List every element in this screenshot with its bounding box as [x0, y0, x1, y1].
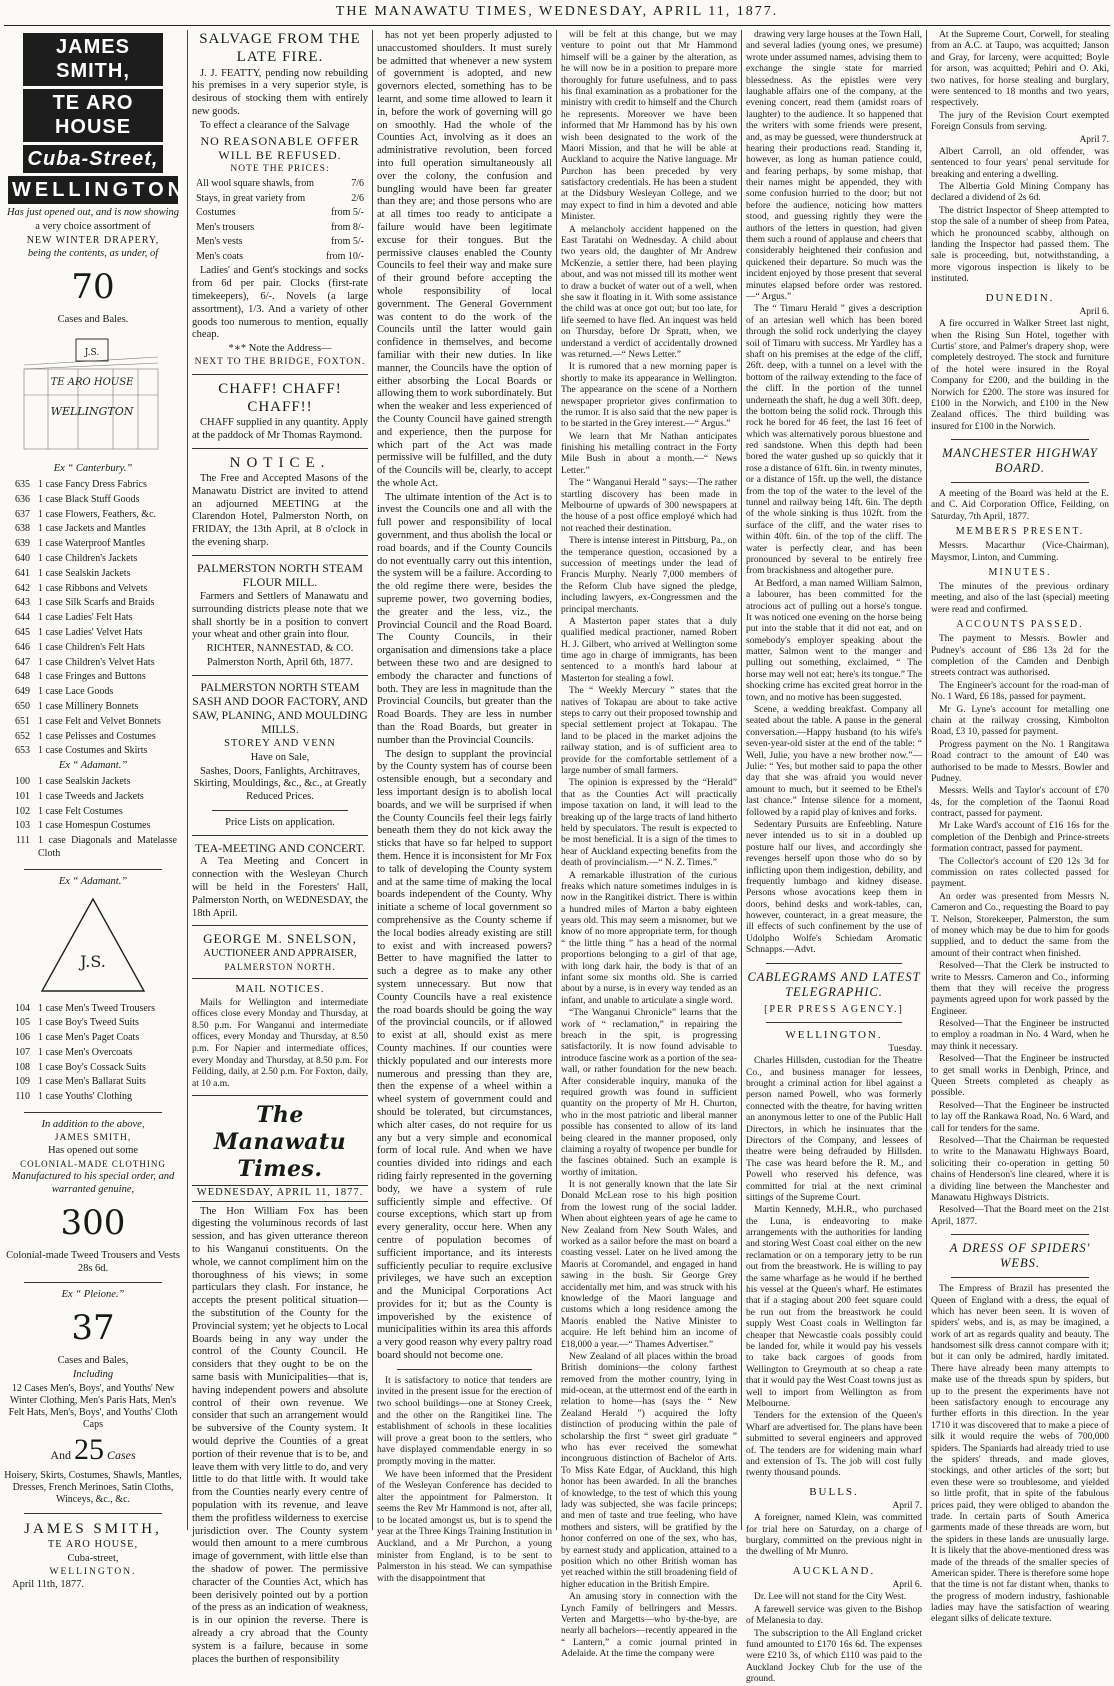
news-paragraph: Progress payment on the No. 1 Rangitawa Road contract to the amount of £40 was authorised to be made to Messrs. Bowler and Pudney.: [931, 739, 1109, 784]
stock-row: [6, 583, 164, 596]
stock-row: [6, 479, 164, 492]
stock-row: [6, 806, 180, 819]
stock-row: [6, 686, 164, 699]
news-paragraph: We learn that Mr Nathan anticipates finishing his metalling contract in the Forty Mile Bush in about a month.—“ News Letter.”: [561, 431, 737, 476]
news-paragraph: The “ Weekly Mercury ” states that the natives of Tokapau are about to take active steps to carry out their proposed township and special settlement project at Tokapau. The land to be placed in the market adjoins the railway station, and is of sufficient area to provide for the comfortable settlement of a large number of small farmers.: [561, 686, 737, 776]
stock-number: 107: [15, 1046, 30, 1058]
salvage-more: Ladies' and Gent's stockings and socks from 6d per pair. Clocks (first-rate timekeepers), 6/-. Novels (a large assortment), 1/3. And a variety of other goods too numerous to mention, equally cheap.: [192, 265, 368, 341]
salvage-clearance: To effect a clearance of the Salvage: [200, 119, 350, 131]
stock-row: [6, 642, 164, 655]
news-paragraph: Charles Hillsden, custodian for the Theatre Co., and business manager for lessees, brought a criminal action for libel against a person named Powell, who was formerly connected with the theatre, for having written an anonymous letter to one of the Public Hall Directors, in which he insinuates that the Directors of the Company, and lessees of theatre were being defrauded by Hillsden. The case was heard before the R. M., and Powell who reserved his defence, was committed for trial at the next criminal sittings of the Supreme Court.: [746, 1056, 922, 1203]
ad-intro: being the contents, as under, of: [27, 248, 159, 260]
news-paragraph: Mr G. Lyne's account for metalling one chain at the railway crossing, Kimbolton Road, £3 10, passed for payment.: [931, 704, 1109, 738]
news-paragraph: It is satisfactory to notice that tenders are invited in the present issue for the erection of two school buildings—one at Stoney Creek, and the other on the Rangitikei line. The establishment of schools in these localities will prove a great boon to the settlers, who have displayed commendable energy in so promptly moving in the matter.: [377, 1375, 552, 1467]
dateline-day: April 6.: [1079, 306, 1109, 317]
stock-number: 636: [15, 493, 30, 505]
mail-heading: MAIL NOTICES.: [235, 983, 325, 995]
stock-row: [6, 538, 164, 551]
stock-number: 653: [15, 745, 30, 757]
news-paragraph: Resolved—That the Engineer be instructed to lay off the Rankawa Road, No. 6 Ward, and call for tenders for the same.: [931, 1100, 1109, 1134]
stock-row: [6, 494, 164, 507]
stock-number: 110: [15, 1091, 30, 1103]
ad-count-label: Cases and Bales.: [57, 314, 129, 326]
ad-banner-name: JAMES SMITH,: [23, 33, 163, 86]
stock-row: [6, 716, 164, 729]
column-rule: [372, 30, 373, 1530]
price-item: Men's coats: [196, 250, 244, 262]
stock-row: [6, 1032, 158, 1045]
stock-item: 1 case Pelisses and Costumes: [38, 730, 156, 742]
stock-item: 1 case Silk Scarfs and Braids: [38, 597, 155, 609]
address-note: *∗* Note the Address—: [228, 343, 332, 355]
stock-row: [6, 509, 164, 522]
stock-number: 645: [15, 626, 30, 638]
stock-item: 1 case Men's Overcoats: [38, 1046, 133, 1058]
snelson-place: PALMERSTON NORTH.: [224, 961, 336, 972]
column-rule: [556, 30, 557, 1530]
divider: [192, 555, 368, 556]
stock-row: [6, 612, 164, 625]
ad-count: 70: [71, 266, 115, 307]
ad-banner-house: TE ARO HOUSE: [23, 89, 163, 142]
ad-banner-city: WELLINGTON: [8, 176, 178, 204]
news-paragraph: drawing very large houses at the Town Hall, and several ladies (young ones, we presume) wrote under assumed names, advising them to exchange the single state for married blessedness. As the epistles were very laughable affairs one of the company, at the evening concert, read them (amidst roars of laughter) to the audience. It so happened that the writers with some friends were present, and, as may be guessed, were thunderstruck at hearing their productions read. Standing it, however, as long as human patience could, and fearing perhaps, by some mishap, that their names might be appended, they with some confusion hurried to the door; but not before the audience, noticing how matters stood, and guessing rightly they were the authors of the letters in question, had given them such a round of applause and cheers that considerably heightened their confusion and quickened their departure. So much was the incident enjoyed by those present that several minutes elapsed before order was restored.—“ Argus.”: [746, 30, 922, 302]
stock-number: 643: [15, 597, 30, 609]
ad-sign-house: TE ARO HOUSE,: [47, 1538, 139, 1550]
mark-text: J.S.: [80, 951, 106, 971]
price-item: Costumes: [196, 207, 236, 219]
news-paragraph: There is intense interest in Pittsburg, Pa., on the temperance question, occasioned by a succession of meetings under the lead of Francis Murphy. Nearly 7,000 members of the Reform Club have signed the pledge, including lawyers, ex-Congressmen and the principal merchants.: [561, 536, 737, 615]
accounts-heading: ACCOUNTS PASSED.: [956, 619, 1084, 631]
stock-row: [6, 776, 180, 789]
news-paragraph: Albert Carroll, an old offender, was sentenced to four years' penal servitude for breaking and entering a dwelling.: [931, 146, 1109, 180]
dateline-day: April 7.: [892, 1500, 922, 1511]
stock-item: 1 case Jackets and Mantles: [38, 523, 146, 535]
column-4: [561, 30, 737, 1660]
stock-number: 648: [15, 671, 30, 683]
stock-number: 106: [15, 1032, 30, 1044]
divider: [192, 1095, 368, 1096]
stock-item: 1 case Men's Ballarat Suits: [38, 1076, 146, 1088]
stock-item: 1 case Felt Costumes: [38, 805, 123, 817]
sash-lists: Price Lists on application.: [225, 816, 335, 828]
ad-ship-adamant: Ex “ Adamant.”: [58, 760, 128, 772]
price-row: [194, 178, 366, 191]
stock-number: 105: [15, 1017, 30, 1029]
news-paragraph: New Zealand of all places within the broad British dominions—the colony farthest removed from the mother country, lying in mid-ocean, at the uttermost end of the earth in relation to home—has (says the “ New Zealand Herald ”) acquired the lofty distinction of producing within the pale of scholarship the first “ sweet girl graduate ” who has ever received the somewhat incongruous distinction of Bachelor of Arts. To Miss Kate Edgar, of Auckland, this high honor has been awarded. In all the branches of knowledge, to the test of which this young lady was subjected, she was facile princeps; and men of taste and true feeling, who have mothers and sisters, will be gratified by the honor conferred on one of the sex, who has, by earnest study and application, attained to a position which no other British woman has yet reached within the still broadening field of higher education in the British Empire.: [561, 1351, 737, 1590]
stock-row: [6, 701, 164, 714]
ad-banner-street: Cuba-Street,: [23, 145, 163, 173]
stock-item: 1 case Costumes and Skirts: [38, 745, 148, 757]
salvage-heading: SALVAGE FROM THE LATE FIRE.: [199, 31, 361, 66]
news-paragraph: The jury of the Revision Court exempted Foreign Consuls from serving.: [931, 110, 1109, 133]
stock-item: 1 case Felt and Velvet Bonnets: [38, 715, 161, 727]
stock-number: 644: [15, 612, 30, 624]
ad-count-2: 300: [60, 1202, 126, 1243]
price-row: [194, 236, 366, 249]
divider: [24, 869, 162, 870]
dateline-auckland: AUCKLAND.: [792, 1564, 876, 1577]
house-sketch-image: [18, 335, 168, 455]
divider: [397, 1369, 532, 1370]
news-paragraph: Mr Lake Ward's account of £16 16s for the completion of the Denbigh and Prince-streets formation contract, passed for payment.: [931, 821, 1109, 855]
divider: [951, 439, 1089, 440]
news-paragraph: A fire occurred in Walker Street last night, when the Rising Sun Hotel, together with Curtis' store, and Palmer's drapery shop, were completely destroyed. The stock and furniture of the hotel were insured in the Royal Company for £200, and the building in the Norwich for £200. The store was insured for £100 in the Norwich, and £100 in the New Zealand offices. The third building was insured for £100 in the Norwich.: [931, 319, 1109, 432]
ad-ship-adamant-2: Ex “ Adamant.”: [58, 875, 128, 887]
sash-heading: PALMERSTON NORTH STEAM SASH AND DOOR FACTORY, AND SAW, PLANING, AND MOULDING MILLS.: [192, 681, 368, 736]
column-1-advertisement: [4, 30, 187, 1591]
divider: [192, 374, 368, 375]
stock-item: 1 case Men's Paget Coats: [38, 1032, 140, 1044]
news-paragraph: Sedentary Pursuits are Enfeebling. Nature never intended us to sit in a doubled up posture half our lives, and accordingly she revenges herself upon those who do so by inflicting upon them indigestion, debility, and frequently lumbago and kidney disease. Persons whose avocations keep them in doors, behind desks and work-tables, can, however, counteract, in a great measure, the ill effects of such confinement by the use of Udolpho Wolfe's Schiedam Aromatic Schnapps.—Advt.: [746, 819, 922, 956]
stock-number: 647: [15, 656, 30, 668]
salvage-body: J. J. FEATTY, pending now rebuilding his premises in a very superior style, is desirous of stocking them with entirely new goods.: [192, 67, 368, 117]
stock-number: 652: [15, 730, 30, 742]
news-paragraph: Resolved—That the Engineer be instructed to get small works in Denbigh, Prince, and Queen Streets completed as cheaply as possible.: [931, 1054, 1109, 1099]
ad-cases: Cases: [107, 1448, 136, 1463]
newspaper-date: WEDNESDAY, APRIL 11, 1877.: [192, 1185, 368, 1202]
ad-addition: In addition to the above,: [41, 1119, 145, 1131]
tea-heading: TEA-MEETING AND CONCERT.: [194, 840, 366, 855]
dateline-bulls: BULLS.: [809, 1485, 859, 1498]
sash-sale: Have on Sale,: [250, 751, 310, 763]
price-item: Men's trousers: [196, 221, 255, 233]
stock-row: [6, 1003, 158, 1016]
stock-item: 1 case Fringes and Buttons: [38, 671, 146, 683]
stock-item: 1 case Ladies' Velvet Hats: [38, 626, 143, 638]
svg-text:J.S.: J.S.: [84, 348, 100, 359]
news-paragraph: Resolved—That the Clerk be instructed to write to Messrs. Cameron and Co., informing them that they will receive the progress payments agreed upon for work passed by the Engineer.: [931, 961, 1109, 1017]
stock-item: 1 case Children's Jackets: [38, 552, 138, 564]
divider: [192, 675, 368, 676]
stock-number: 646: [15, 641, 30, 653]
news-paragraph: An amusing story in connection with the Lynch Family of bellringers and Messrs. Verten and Margetts—who by-the-bye, are nearly all bachelors—recently appeared in the “ Lantern,” a comic journal printed in Adelaide. At the time the company were: [561, 1592, 737, 1660]
news-paragraph: At the Supreme Court, Corwell, for stealing from an A.C. at Taupo, was acquitted; Janson and Gray, for larceny, were acquitted; Boyle for arson, was acquitted; Pehiri and O. Aki, two natives, for horse stealing and burglary, were sentenced to 18 months and two years, respectively.: [931, 30, 1109, 109]
news-paragraph: We have been informed that the President of the Wesleyan Conference has decided to alter the appointment for Palmerston. It seems the Rev Mr Hammond is not, after all, to be located amongst us, but is to spend the year at the Three Kings Training Institution in Auckland, and a Mr Purchon, a young minister from England, is to be sent to Palmerston in his stead. We can sympathise with the disappointment that: [377, 1469, 552, 1584]
stock-row: [6, 791, 180, 804]
stock-number: 639: [15, 538, 30, 550]
news-paragraph: “The Wanganui Chronicle” learns that the work of “ reclamation,” in repairing the breach in the spit, is progressing satisfactorily. It is now found advisable to introduce fascine work as a portion of the sea-wall, or rather foundation for the new beach. After considerable inquiry, manuka of the required growth was found in sufficient quantity on the property of Mr H. Churton, who in the most patriotic and liberal manner possible has consented to allow of its land being cleared in the manner proposed, only claiming a royalty of twopence per bundle for the fascines obtained. Such an example is worthy of imitation.: [561, 1008, 737, 1178]
divider: [951, 482, 1089, 483]
ad-sign-city: WELLINGTON.: [49, 1566, 137, 1577]
tea-body: A Tea Meeting and Concert in connection with the Wesleyan Church will be held in the Foresters' Hall, Palmerston North, on WEDNESDAY, the 18th April.: [192, 856, 368, 919]
price-row: [194, 251, 366, 264]
prices-heading: NOTE THE PRICES:: [230, 163, 330, 174]
stock-item: 1 case Black Stuff Goods: [38, 493, 140, 505]
masthead: THE MANAWATU TIMES, WEDNESDAY, APRIL 11, 1877.: [335, 4, 779, 19]
divider: [192, 925, 368, 926]
flour-body: Farmers and Settlers of Manawatu and surrounding districts please note that we shall shortly be in a position to convert your wheat and other grain into flour.: [192, 591, 368, 641]
ad-including: Including: [72, 1368, 114, 1380]
stock-row: [6, 835, 180, 861]
cablegrams-heading: CABLEGRAMS AND LATEST TELEGRAPHIC.: [747, 969, 921, 999]
price-value: from 8/-: [330, 221, 364, 233]
news-paragraph: The “ Timaru Herald ” gives a description of an artesian well which has been bored through the solid rock underlying the clayey soil of Timaru with success. Mr Yardley has a shaft on his premises at the edge of the cliff, 26ft. deep, with a tunnel on a level with the bottom of the railway extending to the face of the cliff. In the portion of the tunnel underneath the shaft, he dug a well 30ft. deep, the bottom being the solid rock. Through this rock he bored for 46 feet, the last 16 feet of which was alternatively porous bluestone and red sandstone. When this depth had been bored the water gushed up so quickly that it rose a distance of 61ft. 6in. in twenty minutes, or a distance of 15ft. up the well, the distance from the top of the water to the level of the tunnel and railway being 14ft. 6in. The depth of the whole sinking is thus 102ft. from the surface of the cliff, and the water rises to within 40ft. 6in. of the top of the cliff. The water is perfectly clear, and has been pronounced by several to be entirely free from brackishness and altogether pure.: [746, 304, 922, 577]
chaff-heading: CHAFF! CHAFF! CHAFF!!: [218, 380, 342, 415]
dateline-day: April 7.: [1079, 134, 1109, 145]
newspaper-title: The Manawatu Times.: [213, 1102, 347, 1183]
stock-number: 640: [15, 552, 30, 564]
news-paragraph: Dr. Lee will not stand for the City West.: [754, 1592, 907, 1603]
news-paragraph: The opinion is expressed by the “Herald” that as the Counties Act will practically impose taxation on land, it will lead to the breaking up of the large tracts of land hitherto held by speculators. The result is expected to be most beneficial. It is a sign of the times to hear of Auckland expecting benefits from the death of provincialism.—“ N. Z. Times.”: [561, 778, 737, 869]
no-offer-refused: NO REASONABLE OFFER WILL BE REFUSED.: [200, 133, 360, 163]
stock-number: 104: [15, 1002, 30, 1014]
stock-number: 102: [15, 805, 30, 817]
news-paragraph: Resolved—That the Board meet on the 21st April, 1877.: [931, 1205, 1109, 1227]
divider: [951, 1277, 1089, 1278]
news-paragraph: The Collector's account of £20 12s 3d for commission on rates collected passed for payment.: [931, 856, 1109, 890]
stock-number: 101: [15, 790, 30, 802]
dateline-wellington: WELLINGTON.: [785, 1028, 883, 1041]
divider: [212, 810, 348, 811]
divider: [24, 1112, 162, 1113]
stock-item: 1 case Millinery Bonnets: [38, 700, 139, 712]
stock-item: 1 case Ladies' Felt Hats: [38, 612, 133, 624]
sash-body: Sashes, Doors, Fanlights, Architraves, Skirting, Mouldings, &c., &c., at Greatly Reduced Prices.: [193, 765, 367, 803]
stock-row: [6, 1091, 158, 1104]
press-agency: [PER PRESS AGENCY.]: [764, 1003, 904, 1015]
stock-item: 1 case Homespun Costumes: [38, 820, 151, 832]
ad-intro: a very choice assortment of: [35, 221, 151, 233]
stock-number: 100: [15, 775, 30, 787]
ad-ship-pleione: Ex “ Pleione.”: [61, 1288, 125, 1300]
stock-row: [6, 731, 164, 744]
price-row: [194, 222, 366, 235]
stock-item: 1 case Children's Velvet Hats: [38, 656, 155, 668]
stock-number: 637: [15, 508, 30, 520]
stock-item: 1 case Sealskin Jackets: [38, 775, 131, 787]
notice-body: The Free and Accepted Masons of the Manawatu District are invited to attend an adjourned MEETING at the Clarendon Hotel, Palmerston North, on FRIDAY, the 13th April, at 8 o'clock in the evening sharp.: [192, 473, 368, 549]
stock-list-b: [4, 774, 182, 863]
stock-row: [6, 745, 164, 758]
stock-item: 1 case Children's Felt Hats: [38, 641, 145, 653]
sash-firm: STOREY AND VENN: [224, 737, 336, 749]
news-paragraph: The payment to Messrs. Bowler and Pudney's account of £86 13s 2d for the completion of the Camden and Denbigh streets contract was authorised.: [931, 634, 1109, 679]
ad-count-4: 25: [74, 1433, 104, 1467]
leader-continued: The design to supplant the provincial by the County system has of course been ostensible enough, but a secondary and less important design is to abolish local boards, and we will be surprised if when the County Councils feel their legs fairly beneath them they do not kick away the sticks that have so far helped to support them. Hence it is inconsistent for Mr Fox to talk of developing the County system and at the same time of making the local boards independent of the County. Why initiate a scheme of local government so comprehensive as the County scheme if the local bodies already existing are still to exist and with increased powers? Better to have magnified the latter to such a degree as to make any other system unnecessary. But now that County Councils have a real existence the road boards should be going the way of the provincial councils, or if allowed to exist at all, should exist as mere County machines. If our counties were thickly populated and our interests more numerous and pressing than they are, then the expense of a wheel within a wheel system of government could and should be tolerated, but circumstances, which alter cases, do not require for us any but a very simple and economical form of local rule. And when we have counties divided into ridings and each riding fairly represented in the governing body, we have a system of rule sufficiently simple and effective. Of course exceptions, which start up from every generality, occur here. When any centre of population becomes of sufficient importance, and its interests sufficiently peculiar to require exclusive privileges, we have such an exception and the Municipal Corporations Act provides for it; but as the County is impoverished by the existence of municipalities within its area this affords a very good reason why every paltry road board should not become one.: [377, 748, 552, 1362]
stock-row: [6, 523, 164, 536]
divider: [951, 1234, 1089, 1235]
snelson-trade: AUCTIONEER AND APPRAISER,: [203, 948, 357, 960]
stock-item: 1 case Waterproof Mantles: [38, 538, 146, 550]
stock-row: [6, 553, 164, 566]
news-paragraph: A remarkable illustration of the curious freaks which nature sometimes indulges in is now in the Rangitikei district. There is within a hundred miles of Marton a baby eighteen years old. This may seem a misnomer, but we know of no more appropriate term, for though “ the little thing ” has a head of the normal proportions belonging to a girl of that age, with long dark hair, the body is that of an infant some six months old. She is carried about by a nurse, is in every way tended as an infant, and unable to articulate a single word.: [561, 870, 737, 1006]
news-paragraph: The Empress of Brazil has presented the Queen of England with a dress, the equal of which has never been seen. It is woven of spiders' webs, and is, as may be imagined, a work of art as regards quality and beauty. The handsomest silk dress cannot compare with it; but it can only be admired, hardly imitated. There have already been many attempts to make use of the threads spun by spiders, but up to the present the experiments have not been satisfactory enough to encourage any further efforts in this direction. In the year 1710 it was discovered that to make a piece of silk it would require the webs of 700,000 spiders. The Spaniards had already tried to use the spiders' threads, and made gloves, stockings, and other articles of the sort; but even these were so troublesome, and yielded so little profit, that in spite of the fabulous prices paid, they were obliged to abandon the trade. In certain parts of South America garments made of these threads are worn, but the spiders in these lands are unusually large. It is likely that the above-mentioned dress was made of the threads of the smaller species of American spider. There is therefore some hope that the time is not far distant when, thanks to the progress of modern industry, fashionable ladies may have the satisfaction of wearing elegant silks of delicate texture.: [931, 1284, 1109, 1625]
price-value: 2/6: [351, 192, 364, 204]
ad-ship-canterbury: Ex “ Canterbury.”: [53, 463, 133, 475]
stock-number: 638: [15, 523, 30, 535]
highway-board-heading: MANCHESTER HIGHWAY BOARD.: [942, 446, 1098, 476]
stock-item: 1 case Sealskin Jackets: [38, 567, 131, 579]
masthead-rule: [4, 25, 1110, 26]
news-paragraph: It is rumored that a new morning paper is shortly to make its appearance in Wellington. The appearance on the scene of a Northern newspaper proprietor gives confirmation to the rumor. It is also said that the new paper is to be started in the Grey interest.—“ Argus.”: [561, 362, 737, 430]
dateline-day: April 6.: [892, 1580, 922, 1590]
divider: [192, 978, 368, 979]
ad-sign-name: JAMES SMITH,: [24, 1520, 162, 1537]
mail-body: Mails for Wellington and intermediate offices close every Monday and Thursday, at 8.50 p.m. For Wanganui and intermediate offices, every Monday and Thursday, at 8.50 p.m. For Napier and intermediate offices, every Monday and Thursday, at 8.50 p.m. For Feilding, daily, at 2.50 p.m. For Foxton, daily, at 10 a.m.: [192, 997, 368, 1089]
price-row: [194, 193, 366, 206]
stock-row: [6, 597, 164, 610]
price-item: All wool square shawls, from: [196, 178, 315, 190]
news-paragraph: A meeting of the Board was held at the E. and C. Aid Corporation Office, Feilding, on Saturday, 7th April, 1877.: [931, 489, 1109, 522]
stock-item: 1 case Lace Goods: [38, 686, 114, 698]
leader-article: The Hon William Fox has been digesting the voluminous records of last session, and has given utterance thereon to his Wanganui constituents. On the whole, we cannot compliment him on the thoroughness of his views; in some particulars they clash. For instance, he accepts the present political situation—the substitution of the County for the Provincial system; yet he objects to Local Boards being in any way under the control of the County Council. He considers that they ought to be on the same basis with Municipalities—that is, having independent powers and absolute control of their own revenue. We consider that such an arrangement would be subversive of the County system. It would deprive the Counties of a great portion of their revenue that is to be, and leave them with very little to do, and very little to do that little with. It would take from the Counties nearly every centre of population with its revenue, and leave them the profitless wilderness to exercise jurisdiction over. The County system would then amount to a mere cumbrous image of government, with little else than the shadow of power. The permissive character of the Counties Act, which has been derisively pointed out by a portion of the press as an indication of weakness, is in our opinion the reverse. There is already a cry abroad that the County system is a failure, because in some places the burthen of responsibility: [192, 1205, 368, 1665]
flour-date: Palmerston North, April 6th, 1877.: [206, 657, 354, 669]
price-item: Men's vests: [196, 236, 243, 248]
divider: [766, 963, 902, 964]
news-paragraph: The district Inspector of Sheep attempted to stop the sale of a number of sheep from Patea, which he pronounced scabby, although on landing the Inspector had passed them. The sale is proceeding, but, notwithstanding, a more vigorous inspection is likely to be instituted.: [931, 205, 1109, 285]
leader-continued: The ultimate intention of the Act is to invest the Councils one and all with the full power and responsibility of local government, and thus abolish the local or road boards, and if the County Councils do not eventually carry out this intention, the system will be a failure. According to the old regime there were, besides the supreme power, two governing bodies, the greater and the less, viz., the Provincial Council and the Road Board. The County Councils, in their organisation and dimensions take a place between these two and are designed to embody the character and functions of both. They are less in magnitude than the Provincial Councils, but greater than the Road Boards. They are less in number than the Road Boards, but greater in number than the Provincial Councils.: [377, 491, 552, 746]
news-paragraph: At Bedford, a man named William Salmon, a labourer, has been committed for the atrocious act of pulling out a horse's tongue. It was noticed one evening on the horse being put into the stable that it did not eat, and on somebody's employer speaking about the matter, Salmon went to the manger and pulling out something, exclaimed, “ The horse may well not eat; here's its tongue.” The shocking crime has excited great horror in the town, and no motive has been suggested.: [746, 578, 922, 703]
svg-text:WELLINGTON: WELLINGTON: [50, 405, 134, 419]
price-item: Stays, in great variety from: [196, 192, 306, 204]
stock-number: 635: [15, 478, 30, 490]
price-list: [192, 176, 368, 265]
stock-item: 1 case Ribbons and Velvets: [38, 582, 148, 594]
stock-number: 651: [15, 715, 30, 727]
ad-addition: COLONIAL-MADE CLOTHING: [20, 1159, 166, 1170]
column-2: [192, 30, 368, 1665]
news-paragraph: The minutes of the previous ordinary meeting, and also of the last (special) meeting were read and confirmed.: [931, 582, 1109, 615]
ad-intro: Has just opened out, and is now showing: [6, 207, 180, 219]
divider: [24, 1513, 162, 1514]
triangle-mark-icon: [38, 895, 148, 995]
stock-number: 641: [15, 567, 30, 579]
stock-number: 649: [15, 686, 30, 698]
news-paragraph: Resolved—That the Chairman be requested to write to the Manawatu Highways Board, soliciting their co-operation in getting 50 chains of Henderson's line cleared, where it is a dividing line between the Manchester and Manawatu Highways Districts.: [931, 1136, 1109, 1203]
news-paragraph: Tenders for the extension of the Queen's Wharf are advertised for. The plans have been submitted to several engineers and approved of. The tenders are for widening main wharf and extension of Ts. The job will cost fully twenty thousand pounds.: [746, 1411, 922, 1479]
stock-list-c: [4, 1001, 160, 1107]
svg-text:TE ARO HOUSE: TE ARO HOUSE: [50, 377, 134, 389]
news-paragraph: The Albertia Gold Mining Company has declared a dividend of 2s 6d.: [931, 182, 1109, 204]
stock-item: 1 case Diagonals and Matelasse Cloth: [38, 835, 177, 859]
news-paragraph: Messrs. Macarthur (Vice-Chairman), Maysmor, Linton, and Cumming.: [931, 541, 1109, 563]
column-rule: [187, 30, 188, 1530]
ad-including-list: 12 Cases Men's, Boys', and Youths' New Winter Clothing, Men's Paris Hats, Men's Felt Hats, Men's, Boys', and Youths' Cloth Caps: [8, 1382, 178, 1431]
members-heading: MEMBERS PRESENT.: [955, 526, 1085, 538]
price-value: from 5/-: [330, 236, 364, 248]
stock-item: 1 case Youths' Clothing: [38, 1091, 133, 1103]
price-row: [194, 207, 366, 220]
ad-and: And: [50, 1448, 71, 1463]
ad-sign-street: Cuba-street,: [67, 1552, 119, 1564]
stock-number: 108: [15, 1061, 30, 1073]
ad-intro: NEW WINTER DRAPERY,: [26, 234, 160, 246]
stock-item: 1 case Boy's Cossack Suits: [38, 1061, 146, 1073]
stock-item: 1 case Fancy Dress Fabrics: [38, 478, 147, 490]
ad-count-3-label: Cases and Bales,: [57, 1355, 129, 1367]
news-paragraph: A farewell service was given to the Bishop of Melanesia to day.: [746, 1604, 922, 1627]
news-paragraph: A foreigner, named Klein, was committed for trial here on Saturday, on a charge of burglary, committed on the previous night in the dwelling of Mr Munro.: [746, 1513, 922, 1558]
price-value: 7/6: [351, 178, 364, 190]
news-paragraph: will be felt at this change, but we may venture to point out that Mr Hammond himself will be a gainer by the alteration, as he will now be in a position to prepare more thoroughly for future usefulness, and to pass his final examination as a probationer for the ministry with credit to himself and the Church he represents. Moreover we have been informed that Mr Hammond has by his own wish been designated to the work of the Maori Mission, and that he will be able at Auckland to acquire the Native language. Mr Purchon has been preceded by very satisfactory credentials. He has been a student at the Didsbury Wesleyan College, and we may expect to find in him a devoted and able Minister.: [561, 30, 737, 223]
snelson-heading: GEORGE M. SNELSON,: [203, 931, 357, 947]
spider-dress-heading: A DRESS OF SPIDERS' WEBS.: [949, 1241, 1091, 1271]
stock-item: 1 case Men's Tweed Trousers: [38, 1002, 156, 1014]
stock-number: 650: [15, 700, 30, 712]
minutes-heading: MINUTES.: [988, 567, 1052, 579]
column-5: [746, 30, 922, 1685]
column-rule: [926, 30, 927, 1530]
stock-row: [6, 1076, 158, 1089]
divider: [766, 1022, 902, 1023]
ad-count-2-label: Colonial-made Tweed Trousers and Vests 28s 6d.: [6, 1250, 180, 1275]
news-paragraph: Messrs. Wells and Taylor's account of £70 4s, for the completion of the Taonui Road contract, passed for payment.: [931, 786, 1109, 820]
divider: [192, 448, 368, 449]
stock-row: [6, 820, 180, 833]
news-paragraph: Scene, a wedding breakfast. Company all seated about the table. A pause in the general conversation.—Happy husband (to his wife's seven-year-old sister at the end of the table: “ Well, Julie, you have a new brother now.”—Julie: “ Yes, but mother said to papa the other day that she was afraid you would never amount to much, but it seemed to be Ethel's last chance.” Intense silence for a moment, followed by a rapid play of knives and forks.: [746, 705, 922, 818]
stock-row: [6, 671, 164, 684]
news-paragraph: The “ Wanganui Herald ” says:—The rather startling discovery has been made in Melbourne of upwards of 300 newspapers at the house of a post office employé which had not reached their destination.: [561, 478, 737, 534]
stock-row: [6, 1062, 158, 1075]
ad-addition: JAMES SMITH,: [54, 1132, 132, 1143]
news-paragraph: A melancholy accident happened on the East Taratahi on Wednesday. A child about two years old, the daughter of Mr Andrew McKenzie, a settler there, had been playing about, and was not missed till its mother went to draw a bucket of water out of a well, when she saw it floating in it. With some assistance the child was at once got out; but too late, for life seemed to have fled. An inquest was held on Thursday, before Dr Spratt, when, we understand a verdict of accidentally drowned was returned.—“ News Letter.”: [561, 224, 737, 360]
ad-and-25: [4, 1432, 182, 1469]
column-rule: [741, 30, 742, 1530]
ad-addition: Manufactured to his special order, and warranted genuine,: [11, 1171, 175, 1196]
stock-number: 642: [15, 582, 30, 594]
divider: [192, 835, 368, 836]
stock-item: 1 case Boy's Tweed Suits: [38, 1017, 139, 1029]
stock-number: 111: [15, 835, 30, 847]
notice-heading: NOTICE.: [229, 454, 331, 471]
price-value: from 10/-: [325, 250, 364, 262]
address: NEXT TO THE BRIDGE, FOXTON.: [194, 356, 366, 367]
dateline-dunedin: DUNEDIN.: [985, 291, 1055, 304]
flour-heading: PALMERSTON NORTH STEAM FLOUR MILL.: [197, 560, 363, 590]
ad-hosiery: Hoisery, Skirts, Costumes, Shawls, Mantles, Dresses, French Merinoes, Satin Cloths, Winceys, &c., &c.: [4, 1470, 182, 1506]
stock-row: [6, 568, 164, 581]
ad-sign-date: April 11th, 1877.: [12, 1579, 84, 1591]
dateline-day: Tuesday.: [888, 1043, 922, 1054]
stock-row: [6, 627, 164, 640]
news-paragraph: Resolved—That the Engineer be instructed to employ a roadman in No. 4 Ward, when he may think it necessary.: [931, 1019, 1109, 1052]
news-paragraph: A Masterton paper states that a duly qualified medical practioner, named Robert H. J. Gilbert, who arrived at Wellington some time ago in charge of immigrants, has been sentenced to a month's hard labour at Masterton for stealing a fowl.: [561, 616, 737, 684]
stock-number: 109: [15, 1076, 30, 1088]
column-3: [377, 30, 552, 1584]
stock-row: [6, 1017, 158, 1030]
ad-count-3: 37: [71, 1307, 115, 1348]
price-value: from 5/-: [330, 207, 364, 219]
stock-number: 103: [15, 820, 30, 832]
ad-addition: Has opened out some: [47, 1145, 139, 1157]
divider: [24, 1282, 162, 1283]
news-paragraph: The subscription to the All England cricket fund amounted to £170 16s 6d. The expenses were £210 3s, of which £110 was paid to the Auckland Jockey Club for the use of the ground.: [746, 1628, 922, 1685]
stock-row: [6, 1047, 158, 1060]
news-paragraph: An order was presented from Messrs N. Cameron and Co., requesting the Board to pay T. Nelson, Storekeeper, Palmerston, the sum of money which may be due to him for goods supplied, and to deduct the same from the amount of their contract when finished.: [931, 891, 1109, 959]
news-paragraph: Martin Kennedy, M.H.R., who purchased the Luna, is endeavoring to make arrangements with the authorities for landing and storing West Coast coal either on the new reclamation or on a temporary jetty to be run out from the breastwork. He is willing to pay the same wharfage as he would if he berthed his vessel at the Queen's wharf. He estimates that if a staging about 200 feet square could be run out from the breastwork he could supply West Coast coals in Wellington far cheaper that Newcastle coals possibly could be landed for, while it would pay his vessels to take back cargoes of goods from Wellington to Greymouth at so cheap a rate that it would pay the West Coast towns just as well to import from Wellington as from Melbourne.: [746, 1205, 922, 1409]
news-paragraph: The Engineer's account for the road-man of No. 1 Ward, £6 18s, passed for payment.: [931, 680, 1109, 703]
leader-continued: has not yet been properly adjusted to unaccustomed shoulders. It must surely be admitted that whenever a new system of government is adopted, and new governors elected, something has to be learnt, and some time allowed to learn it in, before the work of governing will go on smoothly. Had the whole of the Counties Act, involving as it does an administrative revolution, been forced into full operation simultaneously all over the colony, the confusion and bungling would have been far greater than they are; and those persons who are at all times too ready to anticipate a failure would have been legitimate excuse for their tongues. But the permissive clauses enabled the County Councils to feel their way and make sure of their ground before accepting the whole responsibility of local government. The General Government was content to do the work of the Councils until the latter would gain confidence in themselves, and become familiar with their new duties. In like manner, the Councils have the option of either absorbing the Local Boards or allowing them to work subordinately. But when the weaker and less experienced of the County Council have gained strength and experience, then the purpose for which part of the Act was made permissive will be fulfilled, and the duty of the Councils will be, clearly, to accept the whole Act.: [377, 30, 552, 489]
column-6: [931, 30, 1109, 1625]
news-paragraph: It is not generally known that the late Sir Donald McLean rose to his high position from the lowest rung of the social ladder. When about eighteen years of age he came to New Zealand from New South Wales, and worked as a sailor before the mast on board a coasting vessel. Later on he lived among the Maoris at Coromandel, and engaged in hand sawing in the bush. Sir George Grey accidentally met him, and was struck with his knowledge of the Maori language and customs which a long residence among the Maoris enabled the Native Minister to acquire. He left behind him an income of £18,000 a year.—“ Thames Advertiser.”: [561, 1180, 737, 1350]
chaff-body: CHAFF supplied in any quantity. Apply at the paddock of Mr Thomas Raymond.: [192, 417, 368, 441]
stock-item: 1 case Tweeds and Jackets: [38, 790, 144, 802]
stock-row: [6, 657, 164, 670]
stock-list-a: [4, 477, 166, 760]
flour-sign: RICHTER, NANNESTAD, & CO.: [206, 643, 354, 655]
stock-item: 1 case Flowers, Feathers, &c.: [38, 508, 157, 520]
